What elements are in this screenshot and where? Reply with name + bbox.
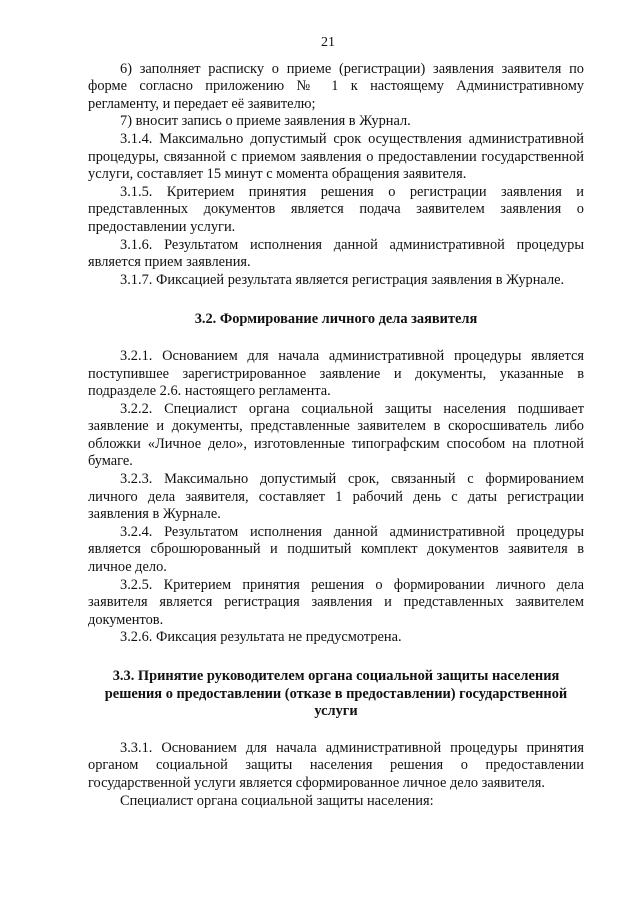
section-heading-3-3: 3.3. Принятие руководителем органа социальной защиты населения решения о предоставлении (отказе в предоставлении) государственной услуги [104, 668, 568, 720]
paragraph-item-6: 6) заполняет расписку о приеме (регистрации) заявления заявителя по форме согласно приложению № 1 к настоящему Административному регламенту, и передает её заявителю; [88, 60, 584, 112]
paragraph-3-1-6: 3.1.6. Результатом исполнения данной административной процедуры является прием заявления. [88, 236, 584, 271]
paragraph-3-1-5: 3.1.5. Критерием принятия решения о регистрации заявления и представленных документов является подача заявителем заявления о предоставлении услуги. [88, 183, 584, 235]
page-number: 21 [321, 35, 335, 50]
paragraph-3-2-5: 3.2.5. Критерием принятия решения о формировании личного дела заявителя является регистрация заявления и представленных заявителем документов. [88, 576, 584, 628]
paragraph-3-2-2: 3.2.2. Специалист органа социальной защиты населения подшивает заявление и документы, представленные заявителем в скоросшиватель либо обложки «Личное дело», изготовленные типографским способом на плотной бумаге. [88, 400, 584, 470]
section-3-2-body [88, 348, 584, 647]
paragraph-3-2-4: 3.2.4. Результатом исполнения данной административной процедуры является сброшюрованный и подшитый комплект документов заявителя в личное дело. [88, 523, 584, 576]
paragraph-3-1-4: 3.1.4. Максимально допустимый срок осуществления административной процедуры, связанной с приемом заявления о предоставлении государственной услуги, составляет 15 минут с момента обращения заявителя. [88, 130, 584, 183]
paragraph-3-2-6: 3.2.6. Фиксация результата не предусмотрена. [120, 629, 402, 646]
paragraph-item-7: 7) вносит запись о приеме заявления в Журнал. [120, 113, 411, 130]
paragraph-3-2-1: 3.2.1. Основанием для начала административной процедуры является поступившее зарегистрированное заявление и документы, указанные в подразделе 2.6. настоящего регламента. [88, 347, 584, 400]
paragraph-specialist: Специалист органа социальной защиты населения: [120, 792, 434, 809]
top-paragraphs [88, 61, 584, 290]
paragraph-3-1-7: 3.1.7. Фиксацией результата является регистрация заявления в Журнале. [120, 271, 565, 288]
section-3-3-body [88, 740, 584, 810]
paragraph-3-3-1: 3.3.1. Основанием для начала административной процедуры принятия органом социальной защиты населения решения о предоставлении государственной услуги является сформированное личное дело заявителя. [88, 739, 584, 791]
section-heading-3-2: 3.2. Формирование личного дела заявителя [194, 311, 478, 328]
paragraph-3-2-3: 3.2.3. Максимально допустимый срок, связанный с формированием личного дела заявителя, составляет 1 рабочий день с даты регистрации заявления в Журнале. [88, 471, 584, 523]
